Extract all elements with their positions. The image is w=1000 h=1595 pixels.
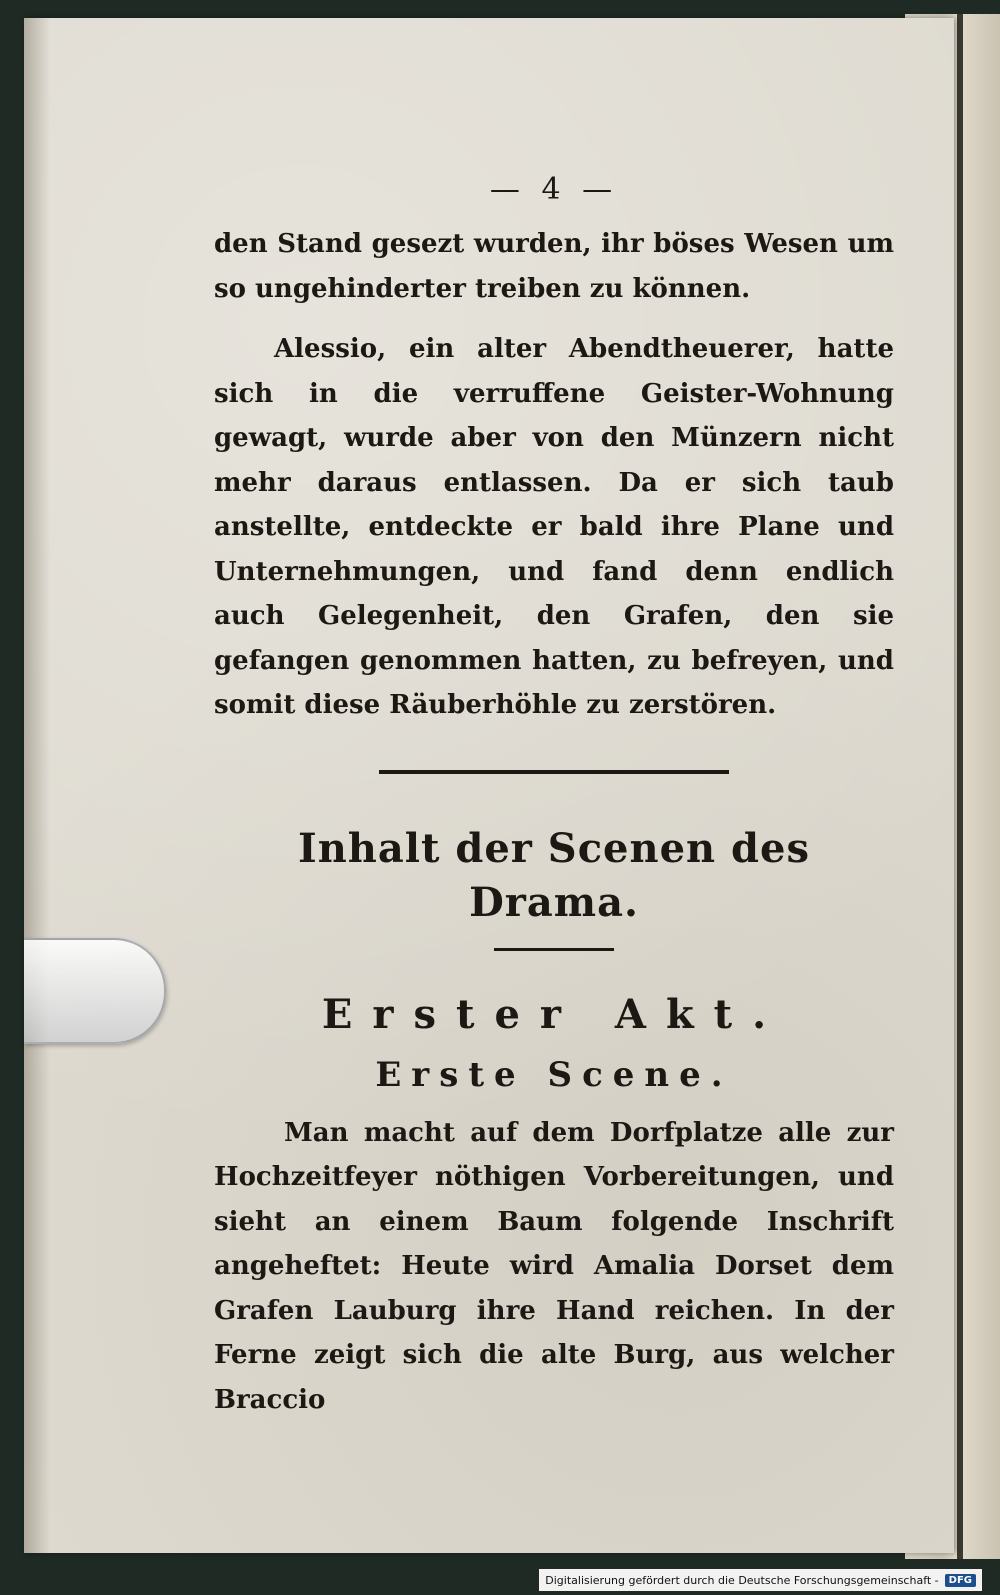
- section-heading: Inhalt der Scenen des Drama.: [298, 824, 810, 926]
- scene-heading: Erste Scene.: [375, 1054, 733, 1095]
- page-gutter-shadow: [24, 18, 50, 1553]
- heading-underline: [494, 948, 614, 951]
- act-heading: Erster Akt.: [321, 990, 787, 1038]
- page-number: — 4 —: [489, 172, 619, 207]
- book-page: [24, 18, 954, 1553]
- scene-text: Man macht auf dem Dorfplatze alle zur Hochzeitfeyer nöthigen Vorbereitungen, und sieht an einem Baum folgende Inschrift angeheftet: Heute wird Amalia Dorset dem Grafen Lauburg ihre Hand reichen. In der Ferne zeigt sich die alte Burg, aus welcher Braccio: [214, 1117, 894, 1415]
- dfg-logo: DFG: [945, 1574, 976, 1587]
- paragraph-1: den Stand gesezt wurden, ihr böses Wesen um so ungehinderter treiben zu können.: [214, 229, 894, 304]
- section-divider: [379, 770, 729, 774]
- page-content: [214, 168, 894, 1422]
- book-spine-edge: [957, 14, 963, 1559]
- paragraph-2: Alessio, ein alter Abendtheuerer, hatte sich in die verruffene Geister-Wohnung gewagt, wurde aber von den Münzern nicht mehr daraus entlassen. Da er sich taub anstellte, entdeckte er bald ihre Plane und Unternehmungen, und fand denn endlich auch Gelegenheit, den Grafen, den sie gefangen genommen hatten, zu befreyen, und somit diese Räuberhöhle zu zerstören.: [214, 334, 894, 720]
- plastic-clip: [24, 938, 166, 1044]
- digitization-footer: [539, 1569, 982, 1591]
- footer-text: Digitalisierung gefördert durch die Deutsche Forschungsgemeinschaft -: [545, 1573, 939, 1587]
